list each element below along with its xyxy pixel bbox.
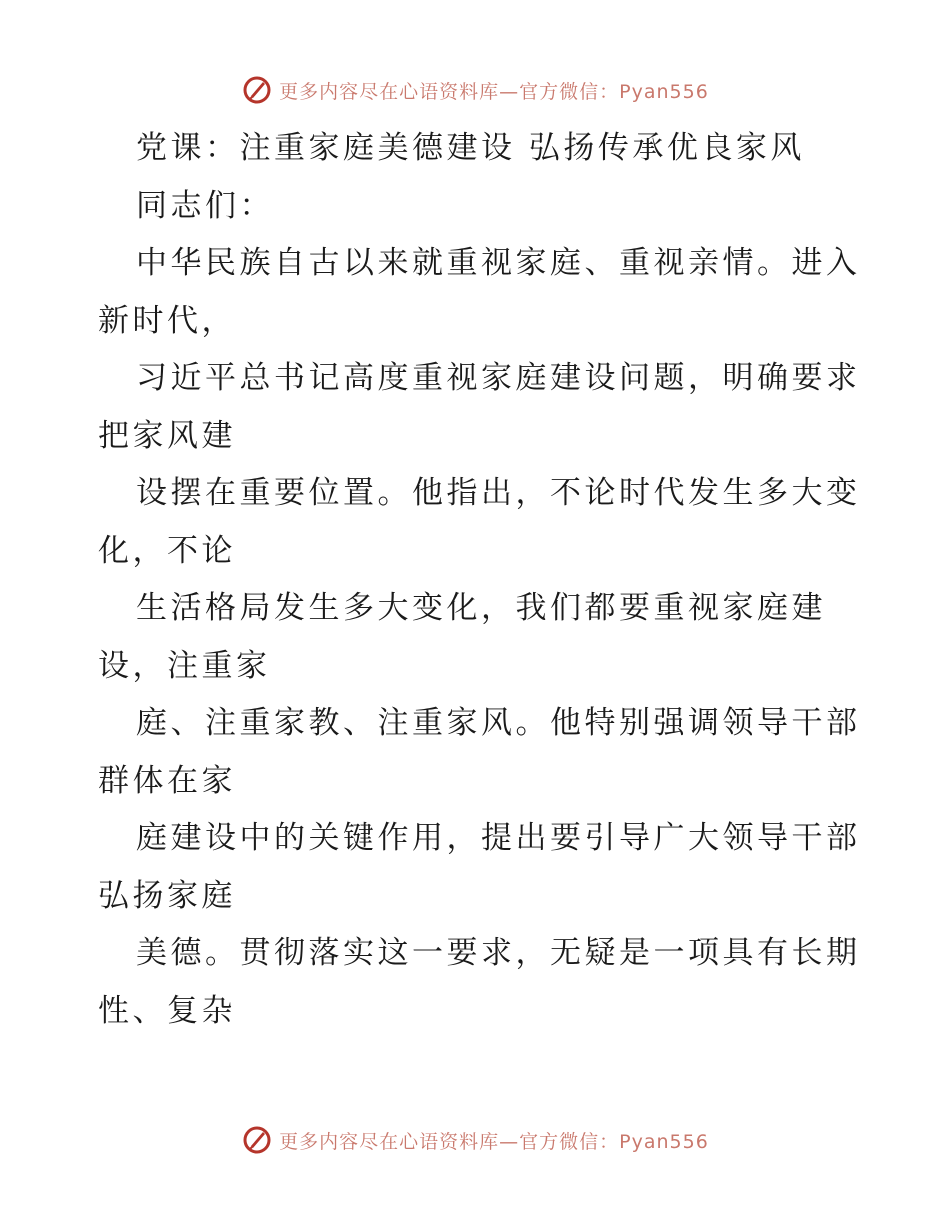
paragraph-line: 生活格局发生多大变化，我们都要重视家庭建 <box>136 590 826 626</box>
document-title: 党课：注重家庭美德建设 弘扬传承优良家风 <box>136 130 805 166</box>
paragraph-line: 设，注重家 <box>98 647 271 684</box>
quill-logo-icon <box>241 74 273 106</box>
header-watermark-text: 更多内容尽在心语资料库—官方微信：Pyan556 <box>279 80 709 103</box>
paragraph-line: 庭建设中的关键作用，提出要引导广大领导干部 <box>136 820 861 856</box>
quill-logo-icon <box>241 1124 273 1156</box>
paragraph-line: 美德。贯彻落实这一要求，无疑是一项具有长期 <box>136 935 861 971</box>
paragraph-line: 设摆在重要位置。他指出，不论时代发生多大变 <box>136 475 861 511</box>
paragraph-line: 习近平总书记高度重视家庭建设问题，明确要求 <box>136 360 861 396</box>
paragraph-line: 性、复杂 <box>98 992 236 1029</box>
header-watermark-banner <box>0 70 950 110</box>
paragraph-line: 中华民族自古以来就重视家庭、重视亲情。进入 <box>136 245 861 281</box>
footer-watermark-text: 更多内容尽在心语资料库—官方微信：Pyan556 <box>279 1130 709 1153</box>
footer-watermark-banner <box>0 1120 950 1160</box>
paragraph-line: 群体在家 <box>98 762 236 799</box>
paragraph-line: 把家风建 <box>98 417 236 454</box>
paragraph-line: 化，不论 <box>98 532 236 569</box>
document-body <box>98 120 861 1040</box>
paragraph-line: 新时代， <box>98 302 236 339</box>
greeting: 同志们： <box>136 187 274 224</box>
paragraph-line: 庭、注重家教、注重家风。他特别强调领导干部 <box>136 705 861 741</box>
paragraph-line: 弘扬家庭 <box>98 877 236 914</box>
